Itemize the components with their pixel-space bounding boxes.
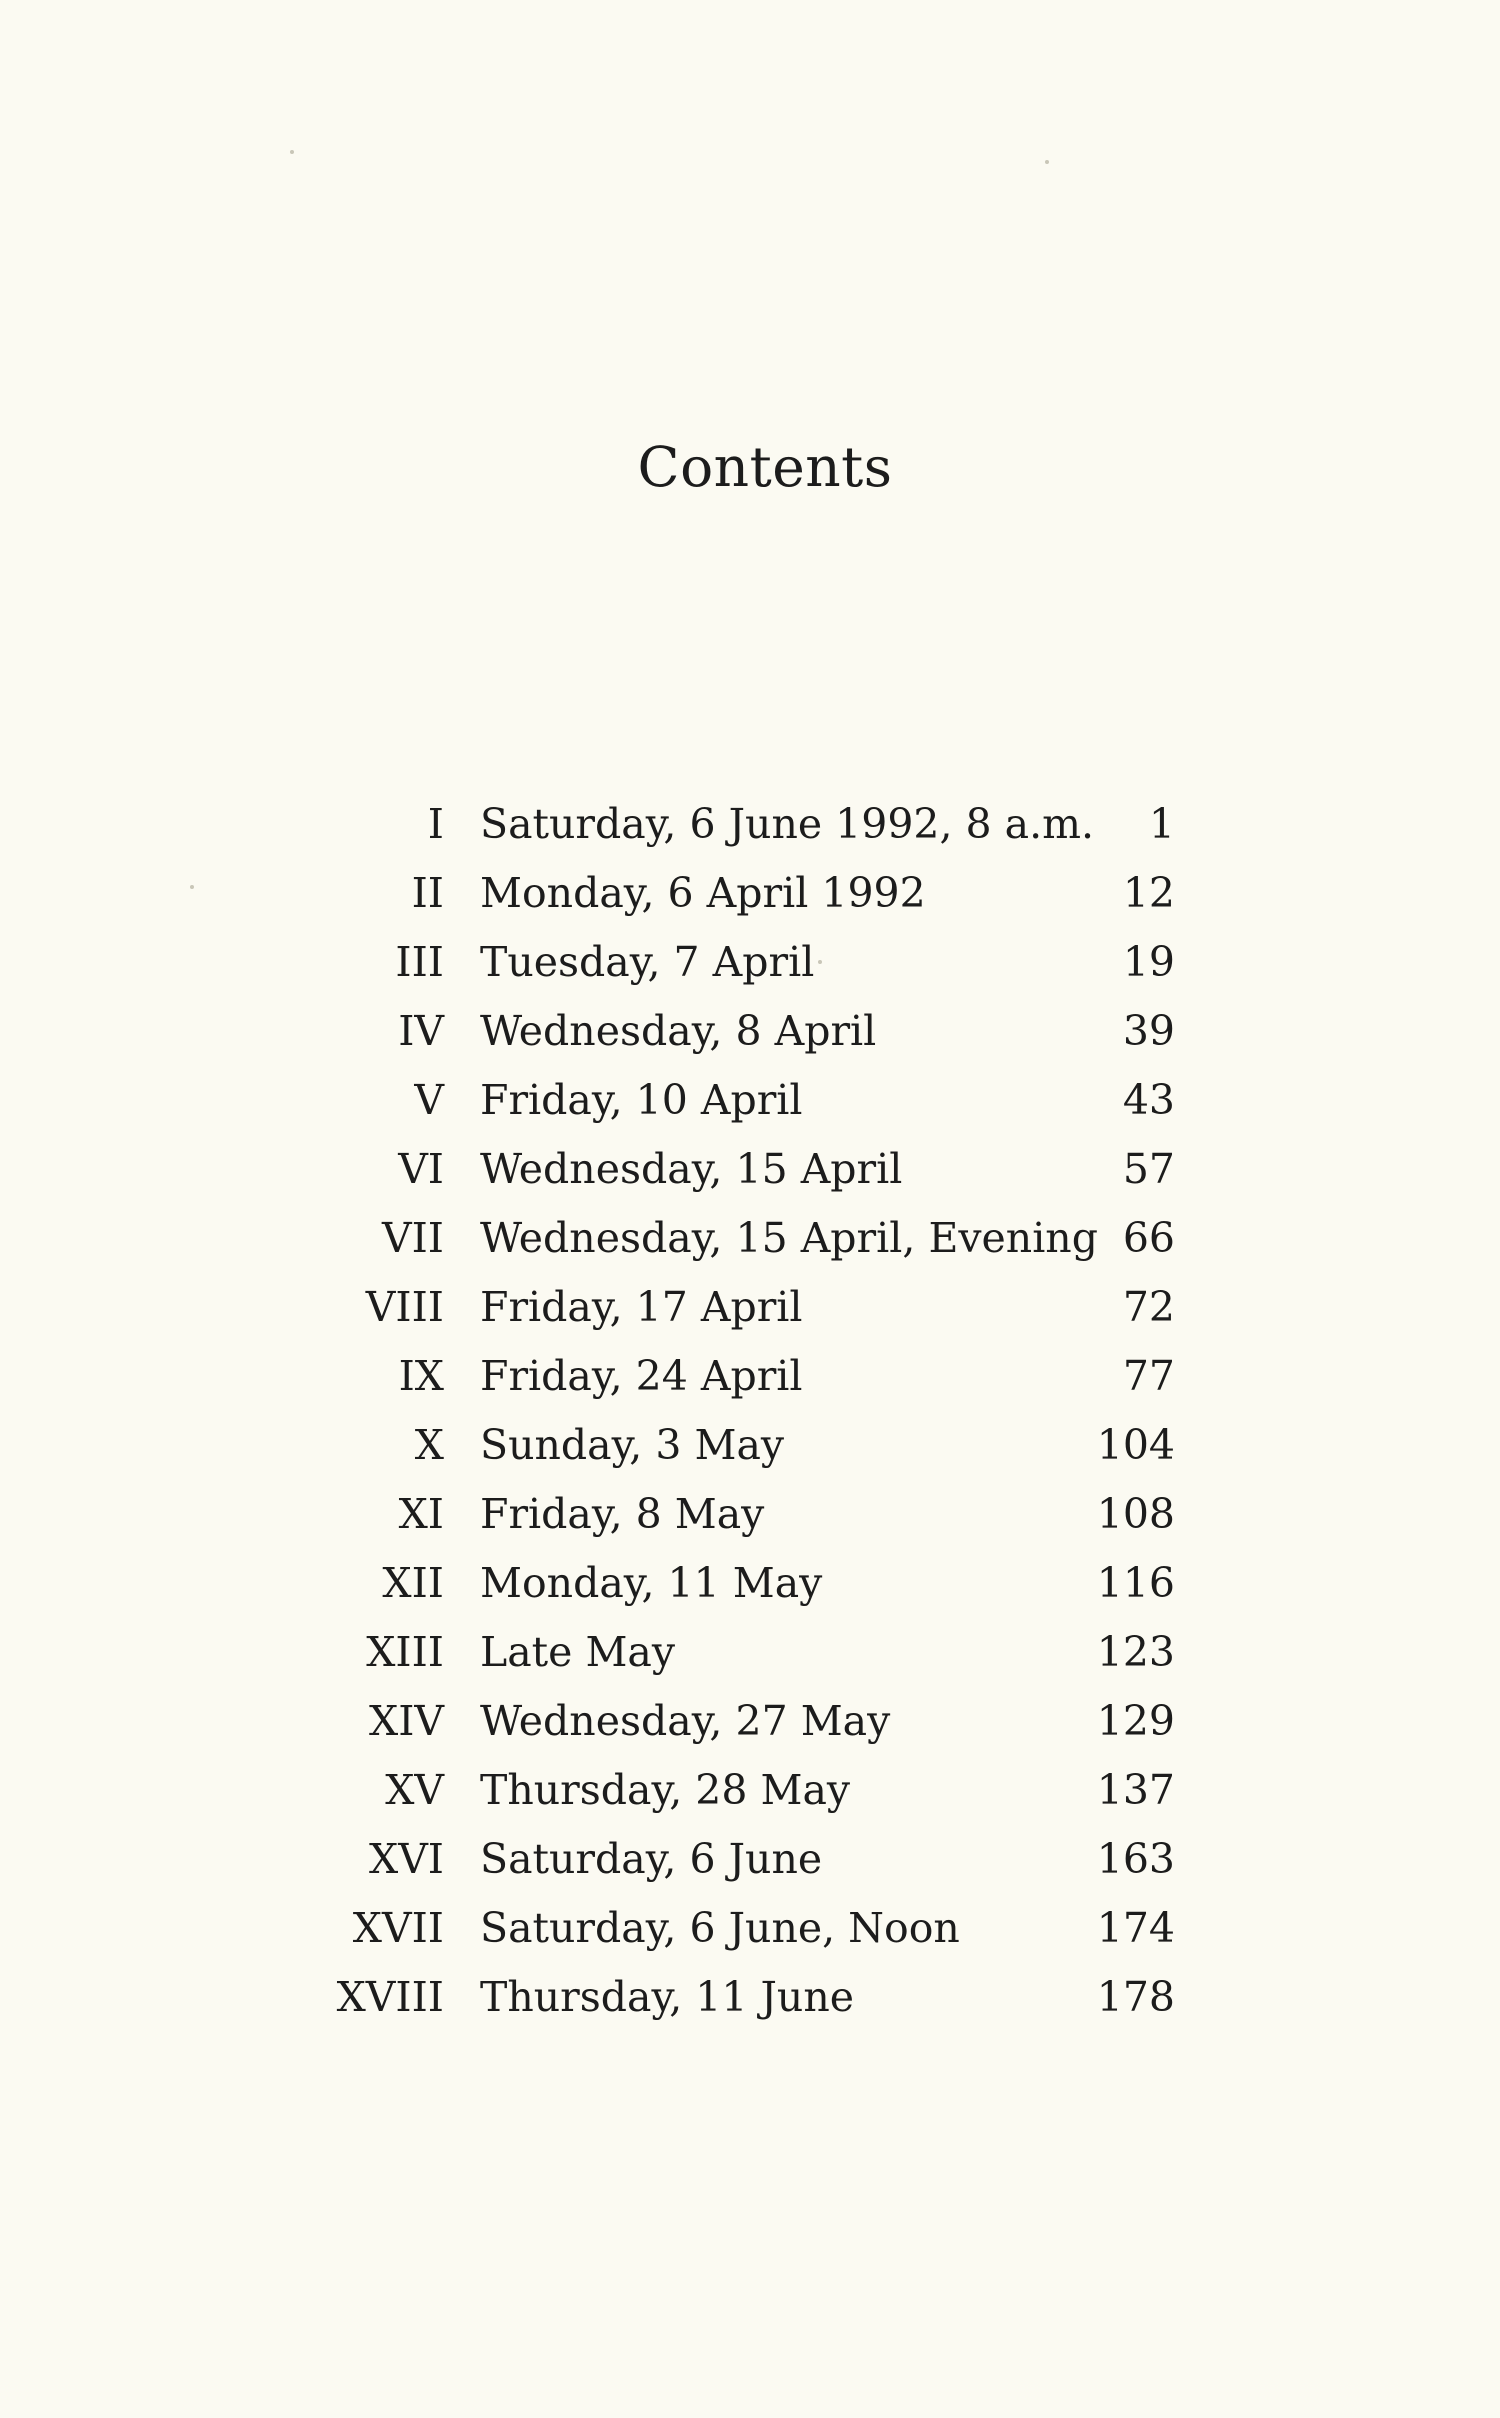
chapter-number: II <box>411 869 444 917</box>
page-number: 123 <box>1096 1628 1175 1676</box>
toc-entry[interactable] <box>0 1825 1500 1894</box>
chapter-number: XVI <box>369 1835 444 1883</box>
toc-entry[interactable] <box>0 1963 1500 2032</box>
page-number: 108 <box>1096 1490 1175 1538</box>
chapter-title: Late May <box>480 1628 676 1676</box>
chapter-title: Wednesday, 15 April, Evening <box>480 1214 1098 1262</box>
page-number: 104 <box>1096 1421 1175 1469</box>
chapter-title: Friday, 24 April <box>480 1352 803 1400</box>
chapter-number: VIII <box>365 1283 444 1331</box>
page-number: 57 <box>1122 1145 1175 1193</box>
toc-entry[interactable] <box>0 1204 1500 1273</box>
toc-entry[interactable] <box>0 997 1500 1066</box>
page-number: 1 <box>1148 800 1175 848</box>
page-number: 39 <box>1122 1007 1175 1055</box>
chapter-number: III <box>395 938 444 986</box>
chapter-number: XIV <box>369 1697 444 1745</box>
page-number: 72 <box>1122 1283 1175 1331</box>
chapter-number: VII <box>381 1214 444 1262</box>
page-number: 163 <box>1096 1835 1175 1883</box>
page-title: Contents <box>637 435 893 499</box>
chapter-number: V <box>414 1076 444 1124</box>
toc-entry[interactable] <box>0 1687 1500 1756</box>
page-number: 19 <box>1122 938 1175 986</box>
chapter-number: IV <box>398 1007 444 1055</box>
chapter-title: Saturday, 6 June 1992, 8 a.m. <box>480 800 1095 848</box>
chapter-number: X <box>414 1421 444 1469</box>
chapter-title: Friday, 8 May <box>480 1490 765 1538</box>
toc-entry[interactable] <box>0 790 1500 859</box>
toc-entry[interactable] <box>0 1135 1500 1204</box>
page-number: 77 <box>1122 1352 1175 1400</box>
chapter-number: XI <box>398 1490 444 1538</box>
toc-entry[interactable] <box>0 1411 1500 1480</box>
page-number: 174 <box>1096 1904 1175 1952</box>
chapter-title: Monday, 11 May <box>480 1559 823 1607</box>
chapter-title: Monday, 6 April 1992 <box>480 869 926 917</box>
paper-speck <box>1045 160 1049 164</box>
chapter-number: I <box>427 800 444 848</box>
toc-entry[interactable] <box>0 859 1500 928</box>
page-number: 116 <box>1096 1559 1175 1607</box>
chapter-title: Sunday, 3 May <box>480 1421 785 1469</box>
chapter-number: XVIII <box>336 1973 444 2021</box>
chapter-title: Friday, 10 April <box>480 1076 803 1124</box>
chapter-number: XVII <box>352 1904 444 1952</box>
chapter-title: Wednesday, 27 May <box>480 1697 891 1745</box>
paper-speck <box>290 150 294 154</box>
chapter-title: Thursday, 11 June <box>480 1973 854 2021</box>
paper-speck <box>818 960 822 964</box>
chapter-title: Saturday, 6 June <box>480 1835 823 1883</box>
chapter-title: Wednesday, 8 April <box>480 1007 877 1055</box>
page-number: 137 <box>1096 1766 1175 1814</box>
chapter-number: XIII <box>366 1628 444 1676</box>
toc-entry[interactable] <box>0 1273 1500 1342</box>
chapter-title: Thursday, 28 May <box>480 1766 851 1814</box>
page-number: 178 <box>1096 1973 1175 2021</box>
chapter-title: Wednesday, 15 April <box>480 1145 903 1193</box>
chapter-number: IX <box>398 1352 444 1400</box>
toc-entry[interactable] <box>0 1756 1500 1825</box>
chapter-number: XV <box>385 1766 444 1814</box>
toc-entry[interactable] <box>0 1549 1500 1618</box>
toc-entry[interactable] <box>0 928 1500 997</box>
toc-entry[interactable] <box>0 1066 1500 1135</box>
paper-speck <box>190 885 194 889</box>
page-number: 12 <box>1122 869 1175 917</box>
chapter-number: VI <box>398 1145 444 1193</box>
page-number: 129 <box>1096 1697 1175 1745</box>
chapter-title: Tuesday, 7 April <box>480 938 815 986</box>
toc-entry[interactable] <box>0 1894 1500 1963</box>
chapter-title: Friday, 17 April <box>480 1283 803 1331</box>
toc-entry[interactable] <box>0 1342 1500 1411</box>
chapter-number: XII <box>382 1559 444 1607</box>
toc-entry[interactable] <box>0 1480 1500 1549</box>
toc-entry[interactable] <box>0 1618 1500 1687</box>
page-number: 43 <box>1122 1076 1175 1124</box>
chapter-title: Saturday, 6 June, Noon <box>480 1904 960 1952</box>
page-number: 66 <box>1122 1214 1175 1262</box>
